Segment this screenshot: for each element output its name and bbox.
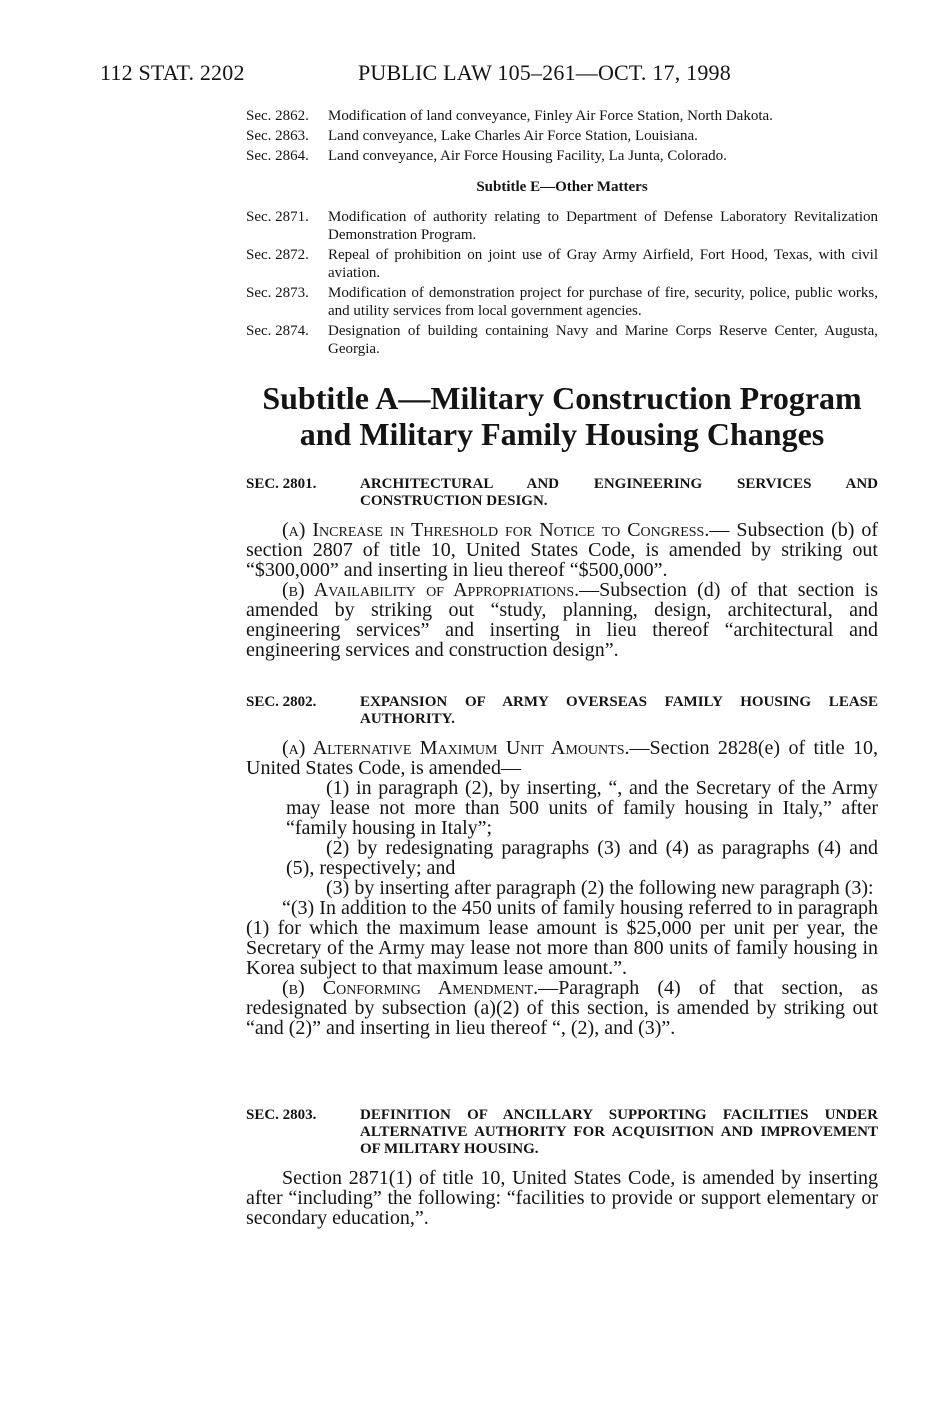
subsection-text: Section 2828(e) of title 10, United States Code, is amended— bbox=[246, 737, 878, 779]
toc-item-number: Sec. 2871. bbox=[246, 209, 309, 225]
section-2802 bbox=[246, 694, 878, 1038]
toc-item-number: Sec. 2863. bbox=[246, 128, 309, 144]
toc-item-text: Modification of demonstration project for purchase of fire, security, police, public works, and utility services from local government agencies. bbox=[328, 285, 878, 319]
toc-item-text: Modification of authority relating to Department of Defense Laboratory Revitalization Demonstration Program. bbox=[328, 209, 878, 243]
subtitle-a-line1: Subtitle A—Military Construction Program bbox=[262, 380, 862, 416]
toc-item-number: Sec. 2874. bbox=[246, 323, 309, 339]
toc-item-text: Repeal of prohibition on joint use of Gray Army Airfield, Fort Hood, Texas, with civil aviation. bbox=[328, 247, 878, 281]
subtitle-a-line2: and Military Family Housing Changes bbox=[299, 416, 825, 452]
toc-subtitle-e: Subtitle E—Other Matters bbox=[476, 179, 648, 195]
toc-item-number: Sec. 2873. bbox=[246, 285, 309, 301]
subsection-heading: (b) Conforming Amendment.— bbox=[282, 977, 559, 999]
paragraph-3: (3) by inserting after paragraph (2) the following new paragraph (3): bbox=[326, 877, 874, 899]
subtitle-a-heading bbox=[246, 380, 878, 452]
toc-item-text: Land conveyance, Lake Charles Air Force Station, Louisiana. bbox=[328, 128, 698, 144]
law-reference: PUBLIC LAW 105–261—OCT. 17, 1998 bbox=[358, 60, 731, 85]
subsection-text: Subsection (d) of that section is amended by striking out “study, planning, design, architectural, and engineering services” and inserting in lieu thereof “architectural and engineering services and construction design”. bbox=[246, 579, 879, 661]
paragraph-1: (1) in paragraph (2), by inserting, “, and the Secretary of the Army may lease not more than 500 units of family housing in Italy,” after “family housing in Italy”; bbox=[286, 777, 878, 839]
toc-item-number: Sec. 2864. bbox=[246, 148, 309, 164]
subsection-b bbox=[246, 580, 878, 660]
toc-item bbox=[246, 107, 878, 125]
subsection-a bbox=[246, 738, 878, 778]
toc-item bbox=[246, 127, 878, 145]
section-title: DEFINITION OF ANCILLARY SUPPORTING FACILITIES UNDER ALTERNATIVE AUTHORITY FOR ACQUISITION AND IMPROVEMENT OF MILITARY HOUSING. bbox=[360, 1107, 878, 1157]
section-heading bbox=[246, 694, 878, 728]
subsection-a bbox=[246, 520, 878, 580]
page-reference: 112 STAT. 2202 bbox=[100, 60, 245, 85]
subsection-text: Subsection (b) of section 2807 of title 10, United States Code, is amended by striking out “$300,000” and inserting in lieu thereof “$500,000”. bbox=[246, 519, 879, 581]
section-title: EXPANSION OF ARMY OVERSEAS FAMILY HOUSING LEASE AUTHORITY. bbox=[360, 694, 878, 727]
toc-item-text: Modification of land conveyance, Finley Air Force Station, North Dakota. bbox=[328, 108, 773, 124]
quoted-paragraph: “(3) In addition to the 450 units of family housing referred to in paragraph (1) for which the maximum lease amount is $25,000 per unit per year, the Secretary of the Army may lease not more than 800 units of family housing in Korea subject to that maximum lease amount.”. bbox=[246, 897, 878, 979]
toc-item-text: Designation of building containing Navy and Marine Corps Reserve Center, Augusta, Georgia. bbox=[328, 323, 878, 357]
toc-item-number: Sec. 2872. bbox=[246, 247, 309, 263]
paragraph-2: (2) by redesignating paragraphs (3) and (4) as paragraphs (4) and (5), respectively; and bbox=[286, 837, 878, 879]
toc-item bbox=[246, 284, 878, 320]
section-heading bbox=[246, 476, 878, 510]
toc-item bbox=[246, 322, 878, 358]
subsection-heading: (a) Alternative Maximum Unit Amounts.— bbox=[282, 737, 650, 759]
subsection-heading: (a) Increase in Threshold for Notice to Congress.— bbox=[282, 519, 730, 541]
table-of-contents bbox=[246, 107, 878, 360]
section-number: SEC. 2801. bbox=[246, 476, 317, 492]
section-text: Section 2871(1) of title 10, United States Code, is amended by inserting after “including” the following: “facilities to provide or support elementary or secondary education,”. bbox=[246, 1167, 878, 1229]
section-title: ARCHITECTURAL AND ENGINEERING SERVICES AND CONSTRUCTION DESIGN. bbox=[360, 476, 878, 509]
toc-item bbox=[246, 147, 878, 165]
subsection-text: Paragraph (4) of that section, as redesignated by subsection (a)(2) of this section, is amended by striking out “and (2)” and inserting in lieu thereof “, (2), and (3)”. bbox=[246, 977, 878, 1039]
section-body bbox=[246, 520, 878, 660]
subsection-b bbox=[246, 978, 878, 1038]
section-body bbox=[246, 1168, 878, 1228]
toc-item bbox=[246, 246, 878, 282]
toc-item bbox=[246, 208, 878, 244]
section-2803 bbox=[246, 1107, 878, 1228]
section-heading bbox=[246, 1107, 878, 1158]
section-number: SEC. 2803. bbox=[246, 1107, 317, 1123]
toc-item-text: Land conveyance, Air Force Housing Facility, La Junta, Colorado. bbox=[328, 148, 727, 164]
toc-item-number: Sec. 2862. bbox=[246, 108, 309, 124]
subsection-heading: (b) Availability of Appropriations.— bbox=[282, 579, 600, 601]
section-body bbox=[246, 738, 878, 1038]
section-number: SEC. 2802. bbox=[246, 694, 317, 710]
section-2801 bbox=[246, 476, 878, 660]
